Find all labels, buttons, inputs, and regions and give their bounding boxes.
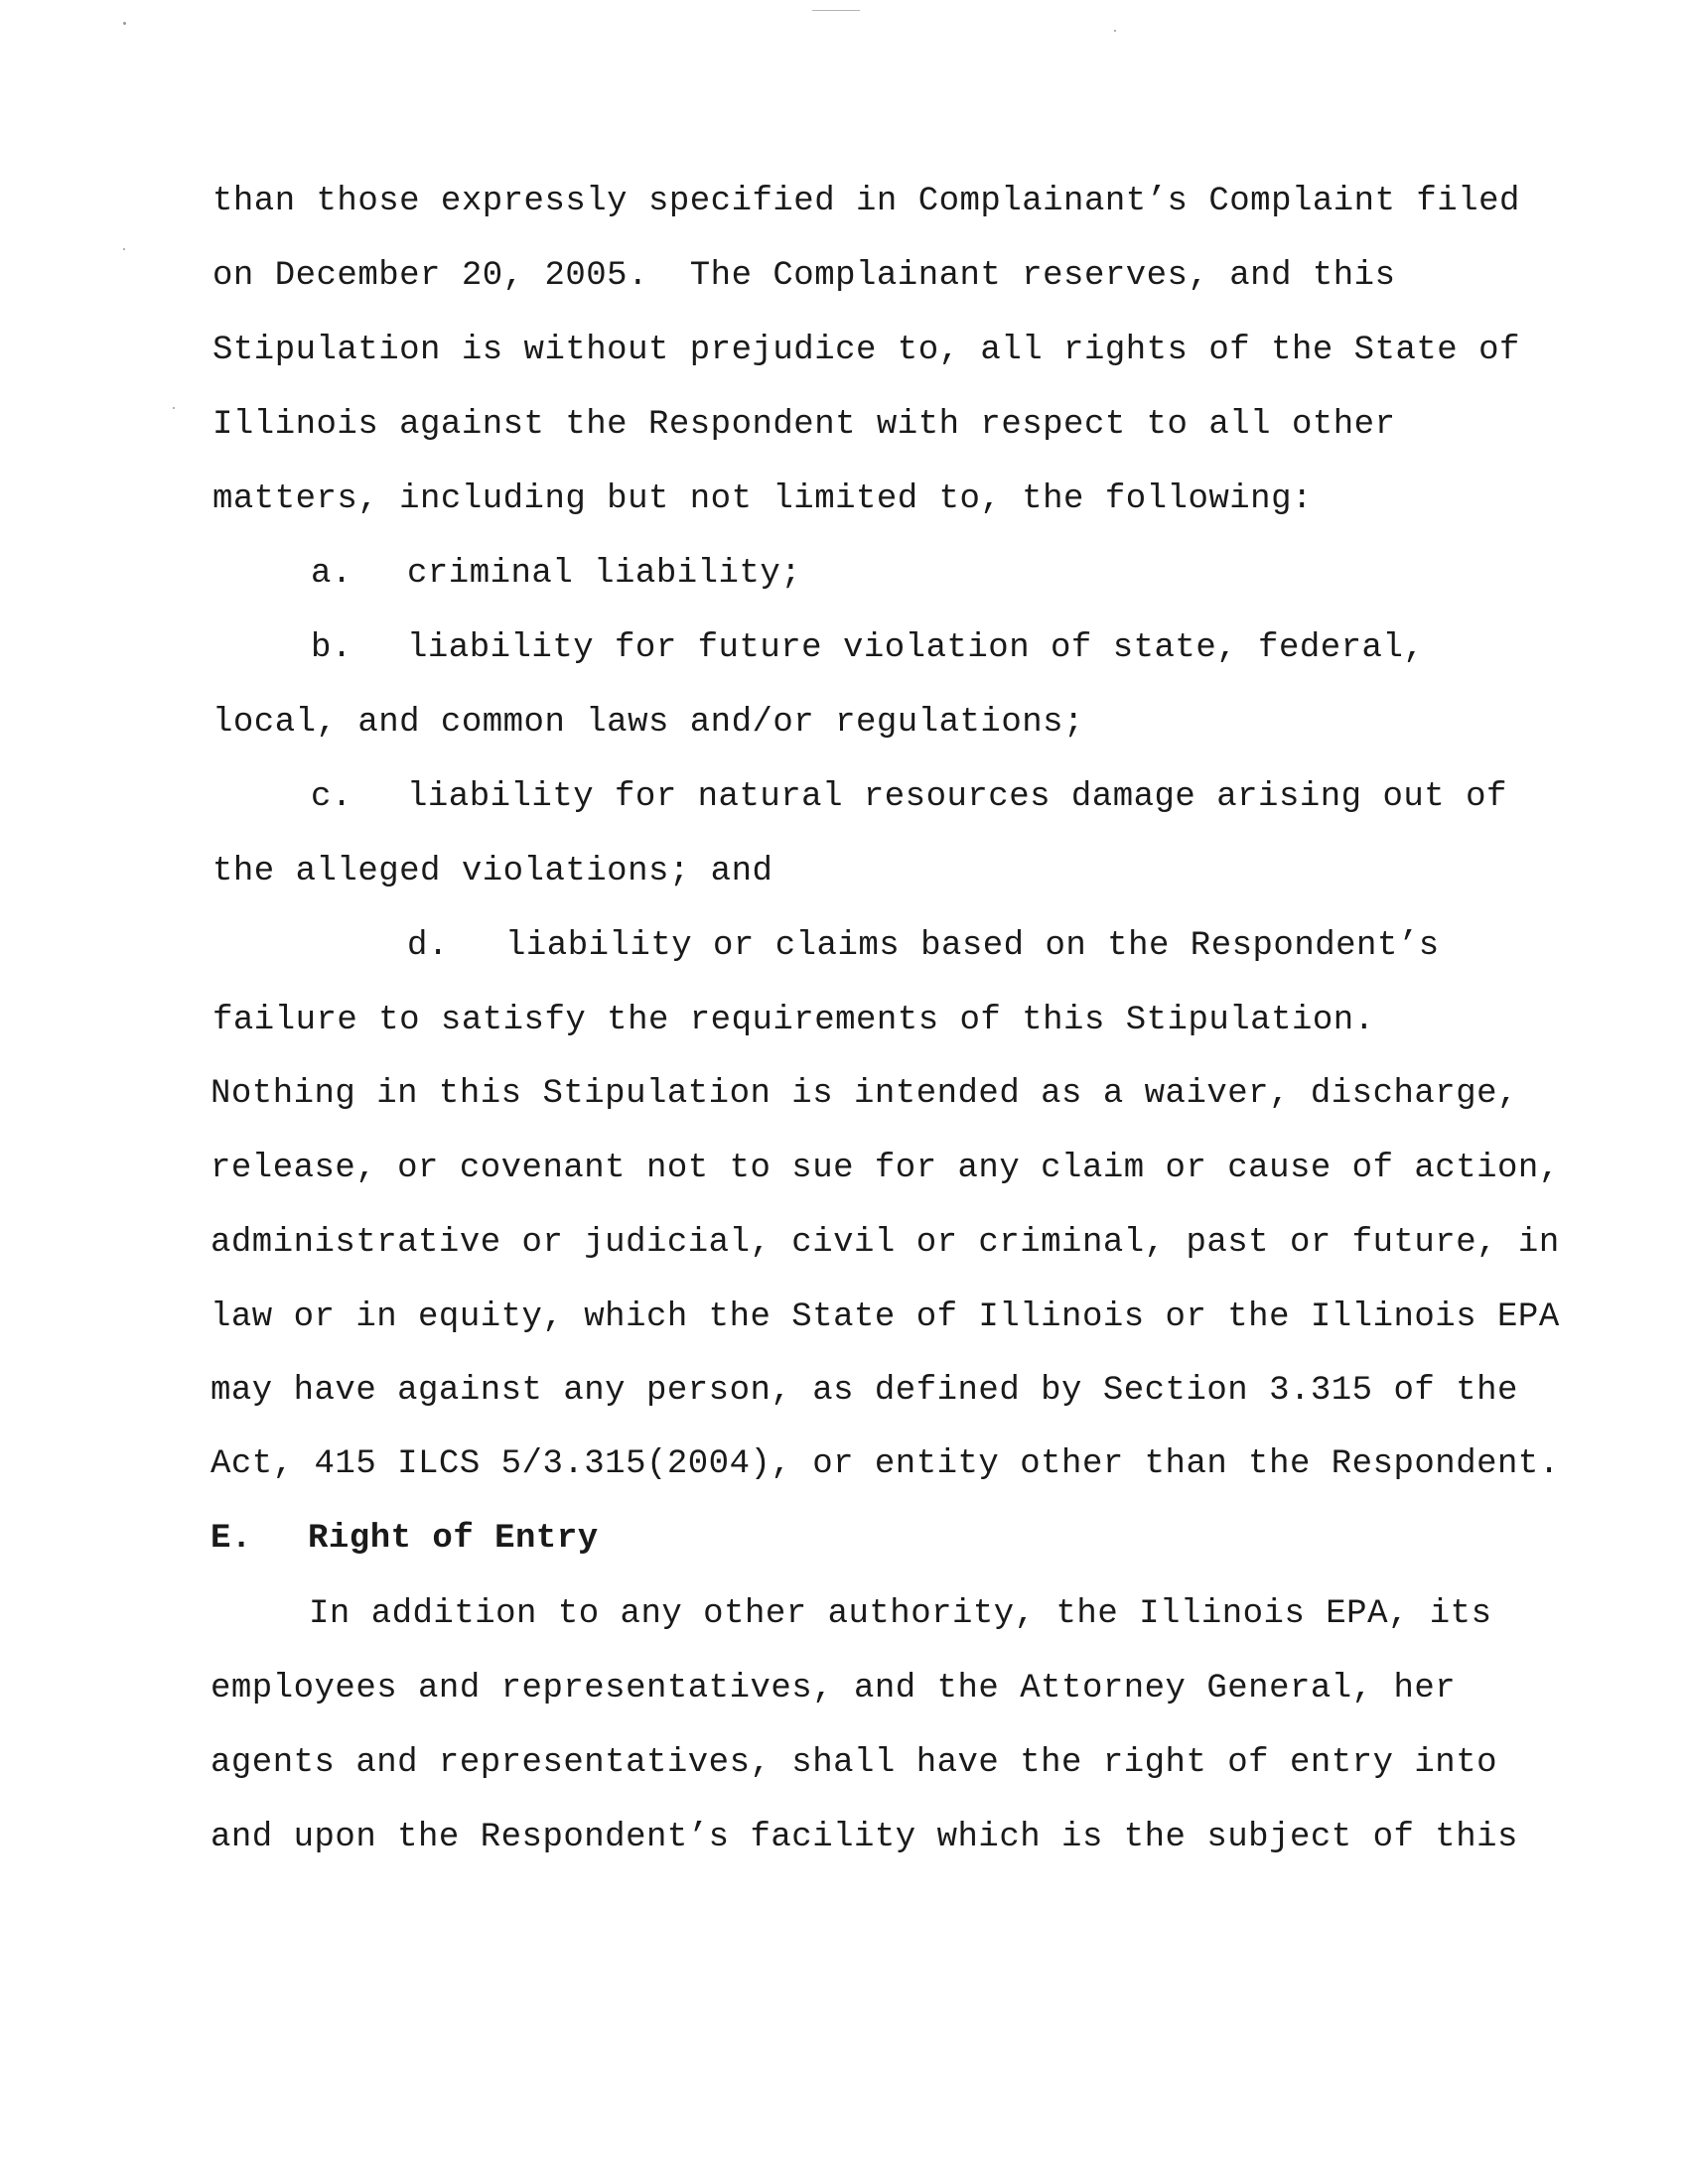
list-item-text: criminal liability; [407, 555, 802, 593]
list-item-text: the alleged violations; and [212, 853, 773, 890]
body-line: Act, 415 ILCS 5/3.315(2004), or entity other than the Respondent. [210, 1445, 1560, 1483]
body-line: matters, including but not limited to, the following: [212, 480, 1313, 518]
list-item-marker: a. [311, 555, 352, 593]
body-line: Stipulation is without prejudice to, all rights of the State of [212, 332, 1520, 369]
list-item-marker: b. [311, 629, 352, 667]
list-item-marker: c. [311, 778, 352, 816]
list-item-text: liability for future violation of state, federal, [407, 629, 1425, 667]
body-line: administrative or judicial, civil or criminal, past or future, in [210, 1224, 1560, 1262]
body-line: on December 20, 2005. The Complainant reserves, and this [212, 257, 1396, 295]
section-title: Right of Entry [308, 1520, 599, 1558]
scan-speck [1114, 30, 1116, 32]
section-letter: E. [210, 1520, 252, 1558]
body-line: law or in equity, which the State of Illinois or the Illinois EPA [210, 1298, 1560, 1336]
list-item-text: liability for natural resources damage arising out of [407, 778, 1507, 816]
scan-speck [173, 407, 175, 409]
list-item-text: failure to satisfy the requirements of this Stipulation. [212, 1002, 1375, 1039]
scan-speck [123, 22, 126, 25]
body-line: may have against any person, as defined by Section 3.315 of the [210, 1372, 1518, 1410]
list-item-text: liability or claims based on the Respondent’s [505, 927, 1440, 965]
scan-speck [123, 248, 125, 250]
scan-mark [812, 10, 860, 11]
body-line: employees and representatives, and the Attorney General, her [210, 1670, 1457, 1707]
body-line: Nothing in this Stipulation is intended as a waiver, discharge, [210, 1075, 1518, 1113]
body-line: release, or covenant not to sue for any claim or cause of action, [210, 1150, 1560, 1187]
list-item-marker: d. [407, 927, 449, 965]
body-line: In addition to any other authority, the Illinois EPA, its [309, 1595, 1492, 1633]
list-item-text: local, and common laws and/or regulations; [212, 704, 1084, 742]
body-line: Illinois against the Respondent with respect to all other [212, 406, 1396, 444]
body-line: and upon the Respondent’s facility which is the subject of this [210, 1819, 1518, 1856]
body-line: than those expressly specified in Complainant’s Complaint filed [212, 183, 1520, 220]
body-line: agents and representatives, shall have the right of entry into [210, 1744, 1498, 1782]
